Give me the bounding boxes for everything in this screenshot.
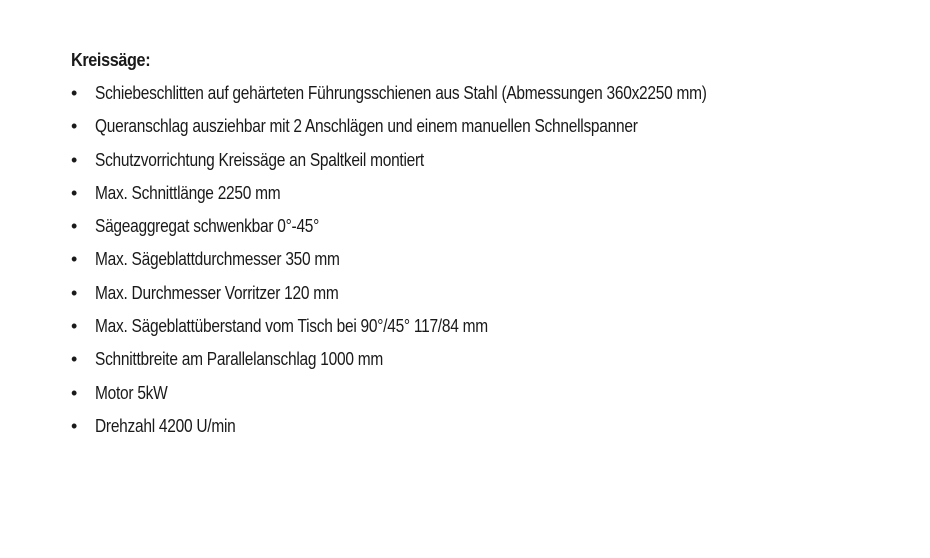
list-item-text: Max. Sägeblattdurchmesser 350 mm [95,249,340,270]
list-item-text: Queranschlag ausziehbar mit 2 Anschlägen und einem manuellen Schnellspanner [95,116,638,137]
list-item-text: Max. Sägeblattüberstand vom Tisch bei 90°/45° 117/84 mm [95,316,488,337]
section-heading: Kreissäge: [71,50,151,70]
list-item [71,281,891,314]
bullet-icon: • [71,83,78,103]
bullet-icon: • [71,216,78,237]
list-item [71,181,891,214]
list-item [71,247,891,280]
bullet-icon: • [71,149,78,170]
spec-list [71,81,891,447]
list-item [71,347,891,380]
bullet-icon: • [71,316,78,337]
list-item [71,148,891,181]
list-item-text: Schnittbreite am Parallelanschlag 1000 mm [95,349,384,370]
list-item [71,414,891,447]
list-item-text: Max. Durchmesser Vorritzer 120 mm [95,282,339,303]
bullet-icon: • [71,382,78,403]
bullet-icon: • [71,415,78,436]
list-item [71,114,891,147]
list-item-text: Schutzvorrichtung Kreissäge an Spaltkeil montiert [95,149,424,170]
list-item-text: Schiebeschlitten auf gehärteten Führungsschienen aus Stahl (Abmessungen 360x2250 mm) [95,83,707,103]
bullet-icon: • [71,249,78,270]
bullet-icon: • [71,182,78,203]
list-item-text: Drehzahl 4200 U/min [95,415,236,436]
list-item-text: Motor 5kW [95,382,168,403]
list-item [71,314,891,347]
spec-section [71,48,891,447]
list-item [71,381,891,414]
list-item-text: Sägeaggregat schwenkbar 0°-45° [95,216,320,237]
bullet-icon: • [71,349,78,370]
bullet-icon: • [71,116,78,137]
list-item [71,214,891,247]
bullet-icon: • [71,282,78,303]
list-item [71,81,891,114]
list-item-text: Max. Schnittlänge 2250 mm [95,182,281,203]
